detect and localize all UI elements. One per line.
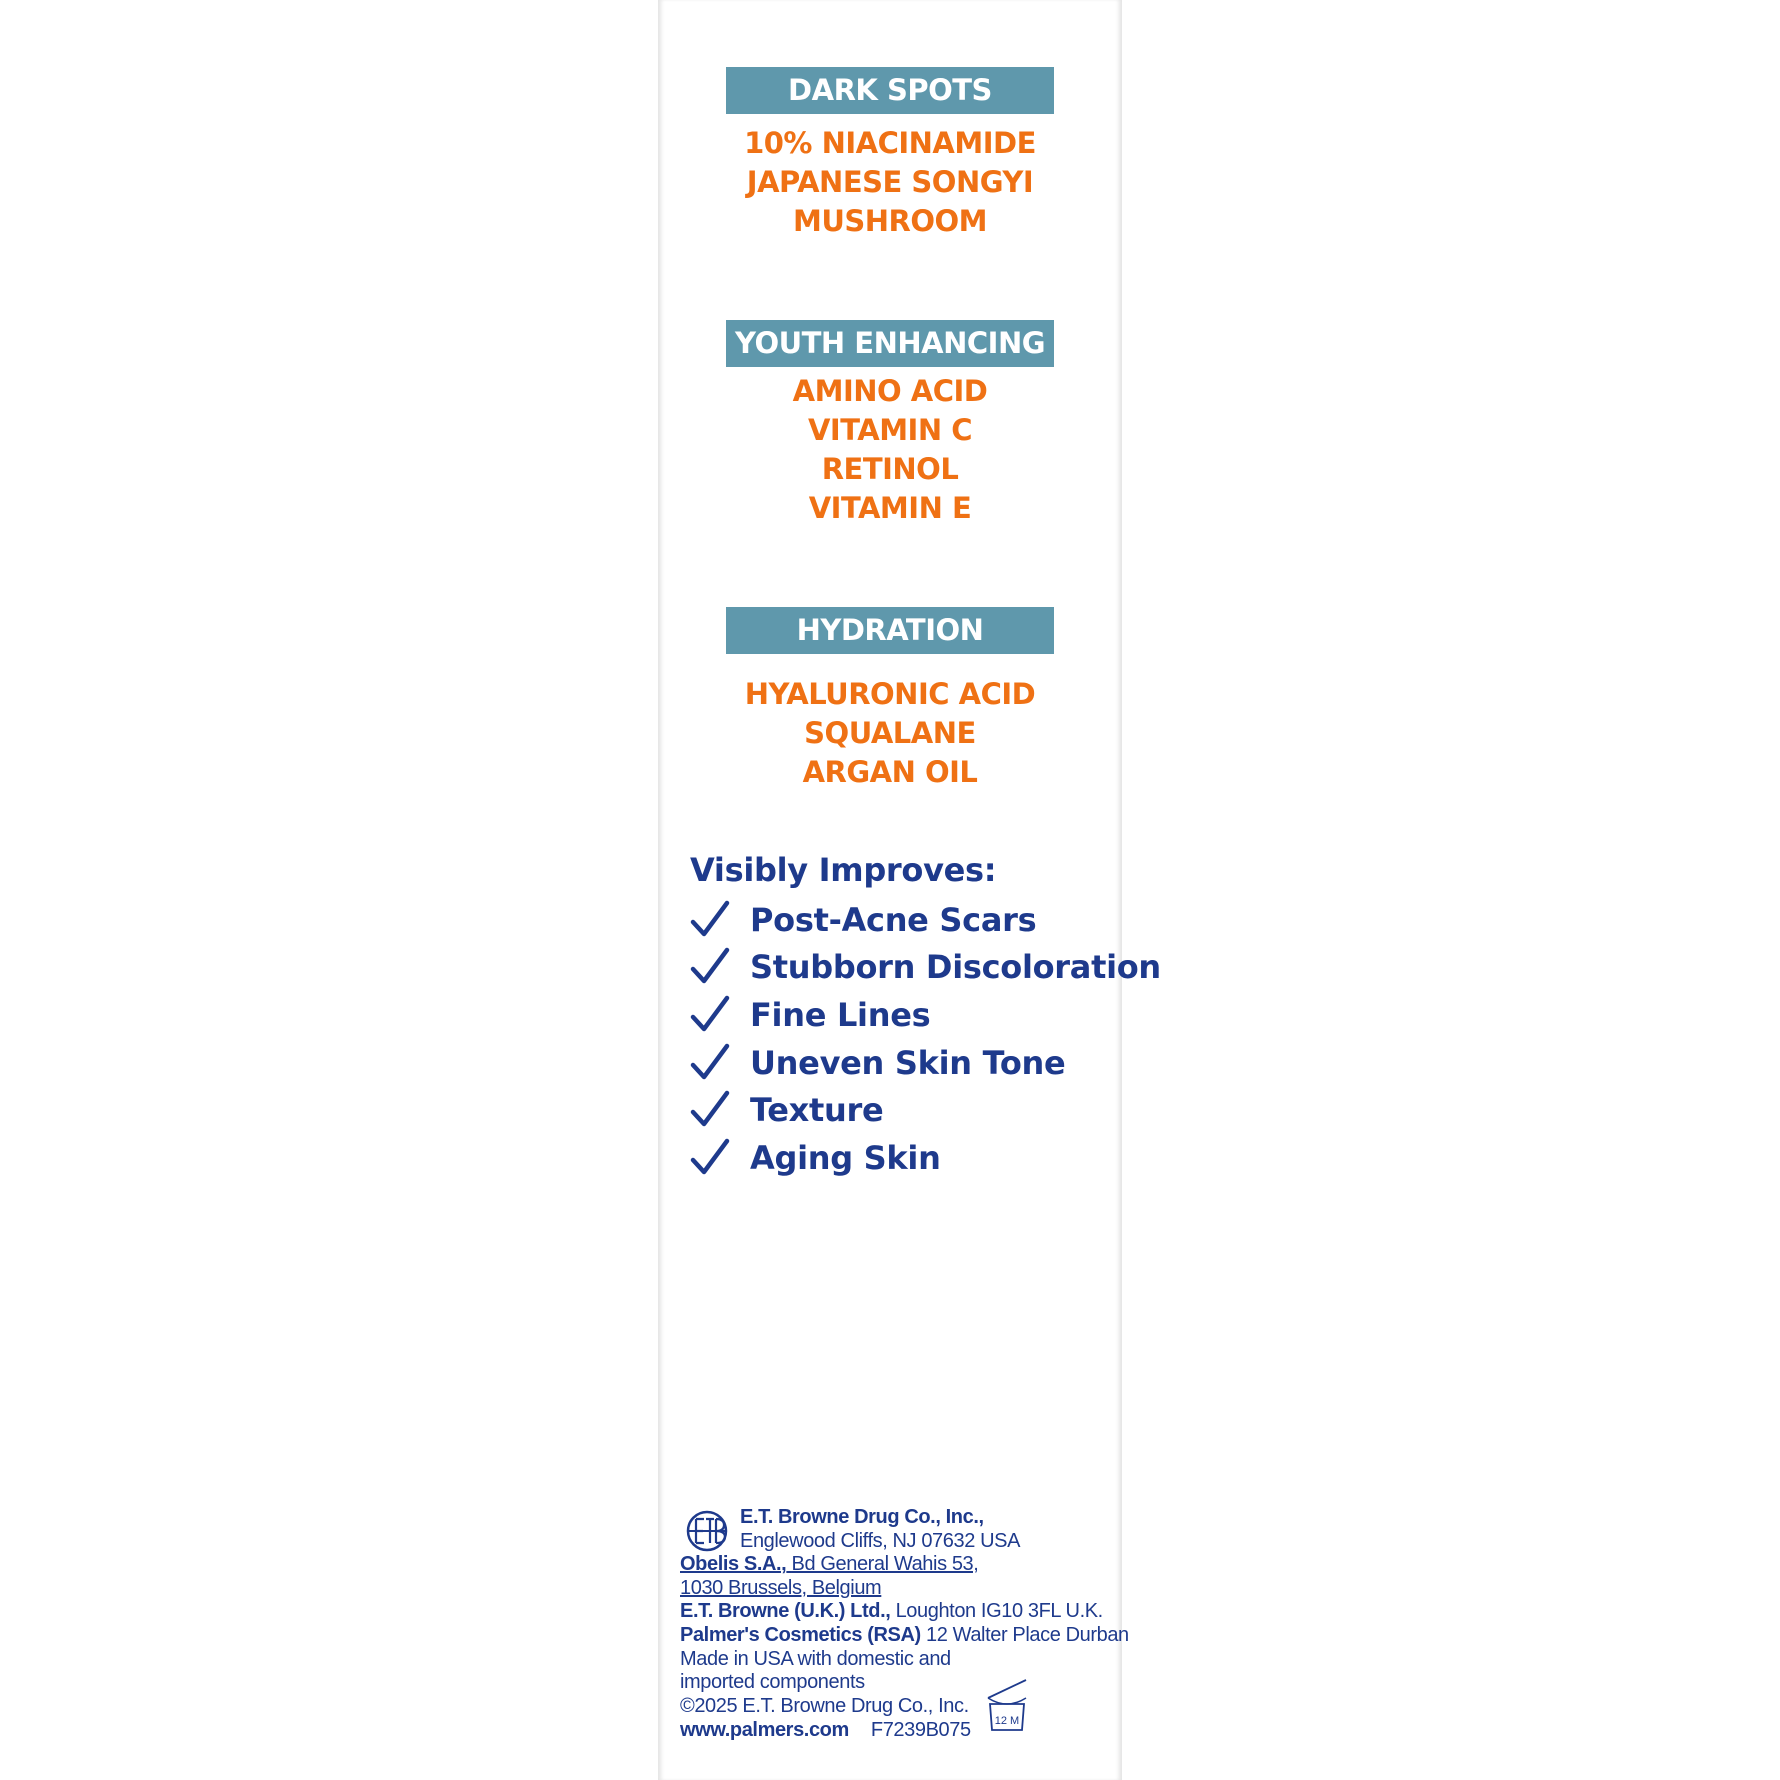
ingredient-item: RETINOL [821,452,959,486]
made-in-line-1: Made in USA with domestic and [680,1647,951,1670]
uk-address: Loughton IG10 3FL U.K. [895,1600,1103,1623]
improves-item-label: Uneven Skin Tone [750,1043,1066,1082]
company-name: E.T. Browne Drug Co., Inc., [740,1506,984,1528]
eu-rep-address-1: Bd General Wahis 53, [791,1553,979,1576]
ingredient-item: MUSHROOM [792,204,988,238]
ingredient-list-youth-enhancing [658,372,1122,528]
checkmark-icon [690,1138,730,1178]
improves-item [690,1134,1161,1182]
legal-footer [680,1506,1129,1718]
copyright: ©2025 E.T. Browne Drug Co., Inc. [680,1694,969,1717]
section-heading-dark-spots: DARK SPOTS [726,67,1054,114]
improves-item-label: Texture [750,1091,884,1130]
improves-item-label: Post-Acne Scars [750,900,1037,939]
website-link: www.palmers.com [680,1719,849,1741]
improves-item [690,991,1161,1039]
improves-item [690,944,1161,992]
made-in-line-2: imported components [680,1671,865,1694]
section-heading-hydration: HYDRATION [726,607,1054,654]
rsa-address: 12 Walter Place Durban [925,1623,1129,1646]
eu-rep-name: Obelis S.A., [680,1553,787,1576]
ingredient-item: VITAMIN C [807,413,972,447]
improves-item [690,1086,1161,1134]
ingredient-item: VITAMIN E [808,491,972,525]
checkmark-icon [690,1090,730,1130]
company-address: Englewood Cliffs, NJ 07632 USA [740,1529,1021,1552]
period-after-opening-icon [982,1676,1032,1732]
improves-item [690,896,1161,944]
package-side-panel [658,0,1161,1780]
improves-title: Visibly Improves: [690,851,997,889]
rsa-name: Palmer's Cosmetics (RSA) [680,1623,921,1646]
ingredient-item: AMINO ACID [792,374,988,408]
ingredient-item: SQUALANE [804,716,976,750]
checkmark-icon [690,1043,730,1083]
improves-list [690,896,1161,1182]
eu-rep-address-2: 1030 Brussels, Belgium [680,1576,882,1599]
product-code: F7239B075 [870,1719,971,1741]
ingredient-list-dark-spots [658,124,1122,241]
ingredient-list-hydration [658,675,1122,792]
improves-item-label: Stubborn Discoloration [750,948,1161,987]
ingredient-item: HYALURONIC ACID [744,677,1036,711]
improves-item-label: Aging Skin [750,1138,941,1177]
ingredient-item: 10% NIACINAMIDE [744,126,1036,160]
improves-item [690,1039,1161,1087]
section-heading-youth-enhancing: YOUTH ENHANCING [726,320,1054,367]
pao-label: 12 M [994,1715,1020,1727]
improves-item-label: Fine Lines [750,995,931,1034]
ingredient-item: JAPANESE SONGYI [746,165,1034,199]
checkmark-icon [690,995,730,1035]
checkmark-icon [690,900,730,940]
uk-name: E.T. Browne (U.K.) Ltd., [680,1600,891,1623]
ingredient-item: ARGAN OIL [802,755,978,789]
code-row [680,1719,971,1742]
checkmark-icon [690,947,730,987]
